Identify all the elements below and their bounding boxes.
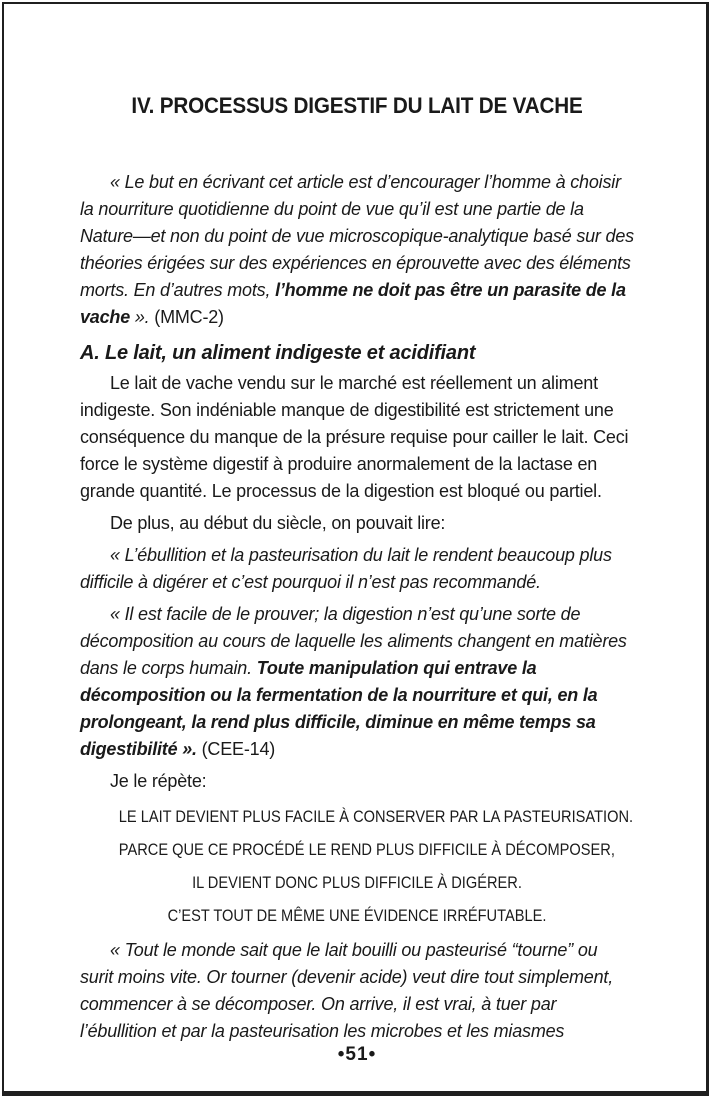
opening-quote-reference: (MMC-2): [149, 307, 224, 327]
page-content: [80, 0, 634, 1050]
emphasis-line-4: C’EST TOUT DE MÊME UNE ÉVIDENCE IRRÉFUTABLE.: [167, 906, 547, 925]
opening-quote-closing-guillemet: ».: [130, 307, 150, 327]
quote-prouver: [80, 601, 634, 763]
emphasis-line-3: IL DEVIENT DONC PLUS DIFFICILE À DIGÉRER.: [192, 873, 522, 892]
opening-quote-bold-text: l’homme ne doit pas être un parasite de la vache: [80, 280, 626, 327]
emphasis-line-2: PARCE QUE CE PROCÉDÉ LE REND PLUS DIFFICILE À DÉCOMPOSER,: [118, 840, 615, 859]
quote-tourne: « Tout le monde sait que le lait bouilli ou pasteurisé “tourne” ou surit moins vite. Or tourner (devenir acide) veut dire tout simplement, commencer à se décomposer. On arrive, il est vrai, à tuer par l’ébullition et par la pasteurisation les microbes et les miasmes: [80, 940, 614, 1041]
quote-prouver-bold-text: Toute manipulation qui entrave la décomposition ou la fermentation de la nourriture et qui, en la prolongeant, la rend plus difficile, diminue en même temps sa digestibilité ».: [80, 658, 598, 759]
paragraph-je-le-repete: Je le répète:: [110, 771, 207, 791]
quote-ebullition: « L’ébullition et la pasteurisation du lait le rendent beaucoup plus difficile à digérer et c’est pourquoi il n’est pas recommandé.: [80, 545, 612, 592]
page-number: •51•: [337, 1044, 377, 1065]
emphasis-block: [80, 800, 634, 932]
opening-quote: [80, 169, 634, 331]
quote-prouver-reference: (CEE-14): [196, 739, 276, 759]
emphasis-line-1: LE LAIT DEVIENT PLUS FACILE À CONSERVER PAR LA PASTEURISATION.: [118, 807, 634, 826]
chapter-title: IV. PROCESSUS DIGESTIF DU LAIT DE VACHE: [131, 93, 583, 118]
paragraph-de-plus: De plus, au début du siècle, on pouvait lire:: [110, 513, 446, 533]
page-footer: [0, 1044, 714, 1066]
quote-prouver-text: « Il est facile de le prouver; la digestion n’est qu’une sorte de décomposition au cours de laquelle les aliments changent en matières dans le corps humain.: [80, 604, 627, 678]
section-heading: A. Le lait, un aliment indigeste et acidifiant: [80, 342, 476, 364]
opening-quote-text: « Le but en écrivant cet article est d’encourager l’homme à choisir la nourriture quotidienne du point de vue qu’il est une partie de la Nature—et non du point de vue microscopique-analytique basé sur des théories érigées sur des expériences en éprouvette avec des éléments morts. En d’autres mots,: [80, 172, 634, 300]
paragraph-lait-indigeste: Le lait de vache vendu sur le marché est réellement un aliment indigeste. Son indéniable manque de digestibilité est strictement une conséquence du manque de la présure requise pour cailler le lait. Ceci force le système digestif à produire anormalement de la lactase en grande quantité. Le processus de la digestion est bloqué ou partiel.: [80, 373, 629, 501]
